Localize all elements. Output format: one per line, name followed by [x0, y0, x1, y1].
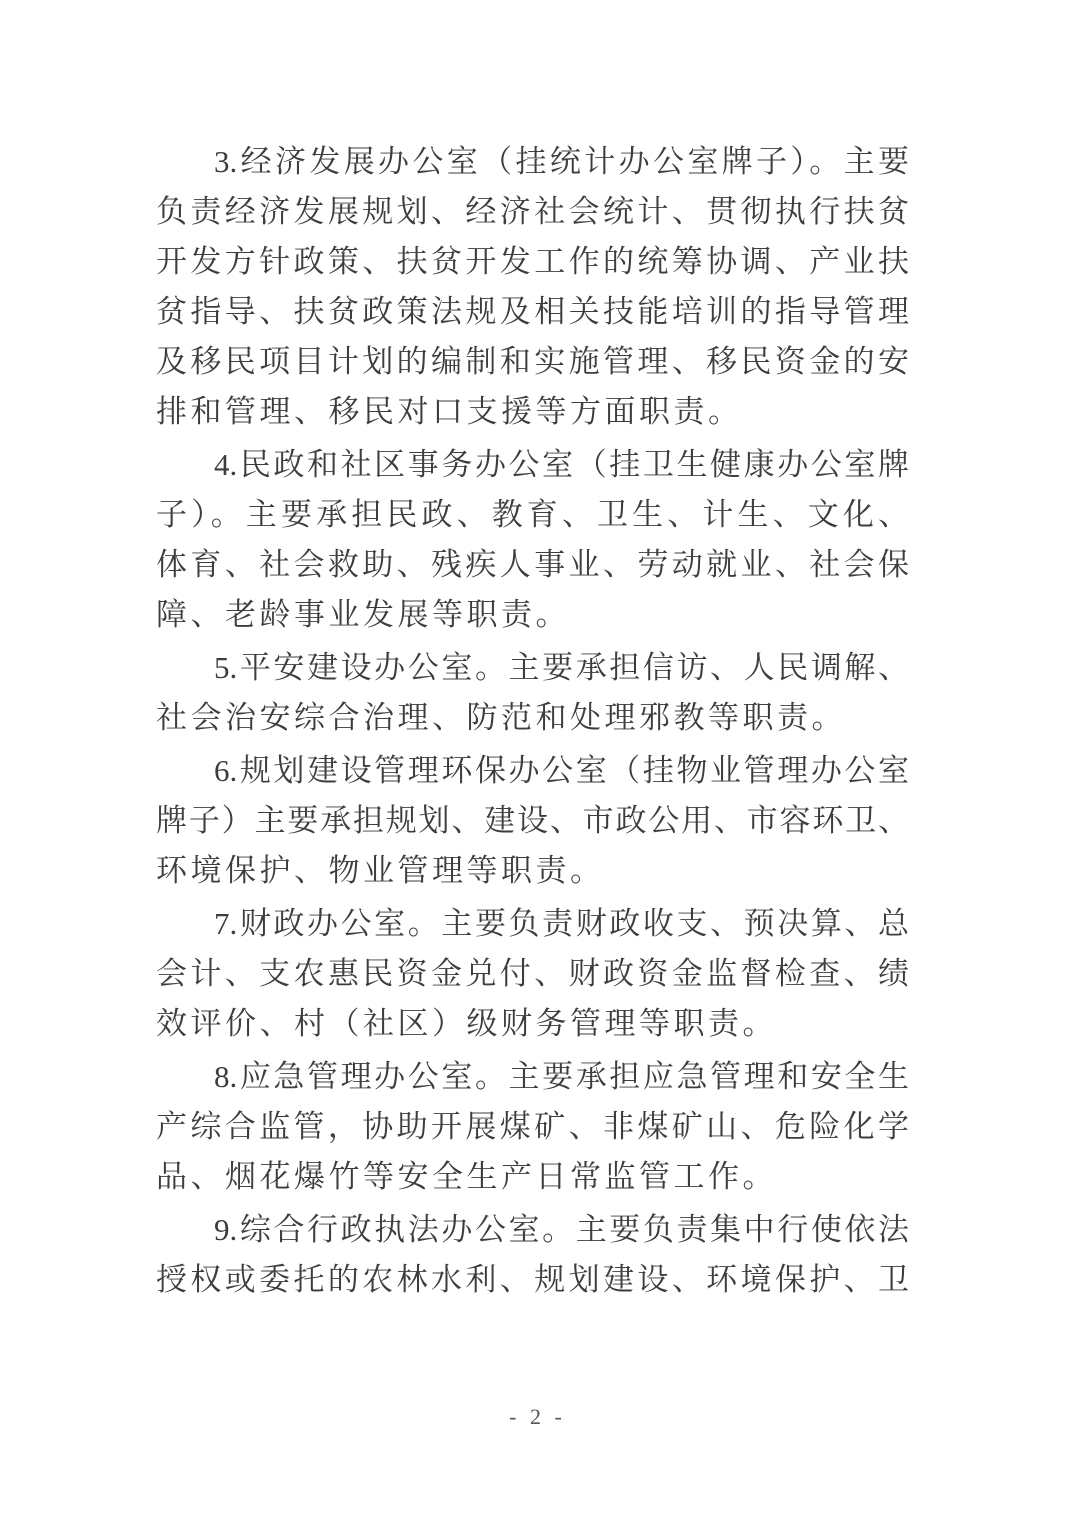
paragraph-civil-affairs-community-office [156, 440, 909, 640]
text-line: 贫指导、扶贫政策法规及相关技能培训的指导管理 [156, 294, 909, 329]
paragraph-economic-development-office [156, 137, 909, 437]
text-line: 7.财政办公室。主要负责财政收支、预决算、总 [214, 906, 909, 941]
text-line: 排和管理、移民对口支援等方面职责。 [156, 394, 743, 429]
text-line: 效评价、村（社区）级财务管理等职责。 [156, 1006, 777, 1041]
page-number: - 2 - [509, 1404, 566, 1429]
text-line: 品、烟花爆竹等安全生产日常监管工作。 [156, 1159, 777, 1194]
text-line: 及移民项目计划的编制和实施管理、移民资金的安 [156, 344, 909, 379]
document-body [156, 137, 909, 1308]
text-line: 牌子）主要承担规划、建设、市政公用、市容环卫、 [156, 803, 909, 838]
text-line: 产综合监管，协助开展煤矿、非煤矿山、危险化学 [156, 1109, 909, 1144]
paragraph-finance-office [156, 899, 909, 1049]
paragraph-peace-construction-office [156, 643, 909, 743]
text-line: 4.民政和社区事务办公室（挂卫生健康办公室牌 [214, 447, 909, 482]
text-line: 障、老龄事业发展等职责。 [156, 597, 570, 632]
text-line: 8.应急管理办公室。主要承担应急管理和安全生 [214, 1059, 909, 1094]
text-line: 体育、社会救助、残疾人事业、劳动就业、社会保 [156, 547, 909, 582]
text-line: 环境保护、物业管理等职责。 [156, 853, 605, 888]
paragraph-comprehensive-law-enforcement-office [156, 1205, 909, 1305]
text-line: 子）。主要承担民政、教育、卫生、计生、文化、 [156, 497, 909, 532]
paragraph-emergency-management-office [156, 1052, 909, 1202]
text-line: 社会治安综合治理、防范和处理邪教等职责。 [156, 700, 846, 735]
text-line: 开发方针政策、扶贫开发工作的统筹协调、产业扶 [156, 244, 909, 279]
text-line: 9.综合行政执法办公室。主要负责集中行使依法 [214, 1212, 909, 1247]
text-line: 授权或委托的农林水利、规划建设、环境保护、卫 [156, 1262, 909, 1297]
text-line: 6.规划建设管理环保办公室（挂物业管理办公室 [214, 753, 909, 788]
text-line: 3.经济发展办公室（挂统计办公室牌子）。主要 [214, 144, 909, 179]
text-line: 负责经济发展规划、经济社会统计、贯彻执行扶贫 [156, 194, 909, 229]
text-line: 5.平安建设办公室。主要承担信访、人民调解、 [214, 650, 909, 685]
paragraph-planning-construction-env-office [156, 746, 909, 896]
text-line: 会计、支农惠民资金兑付、财政资金监督检查、绩 [156, 956, 909, 991]
